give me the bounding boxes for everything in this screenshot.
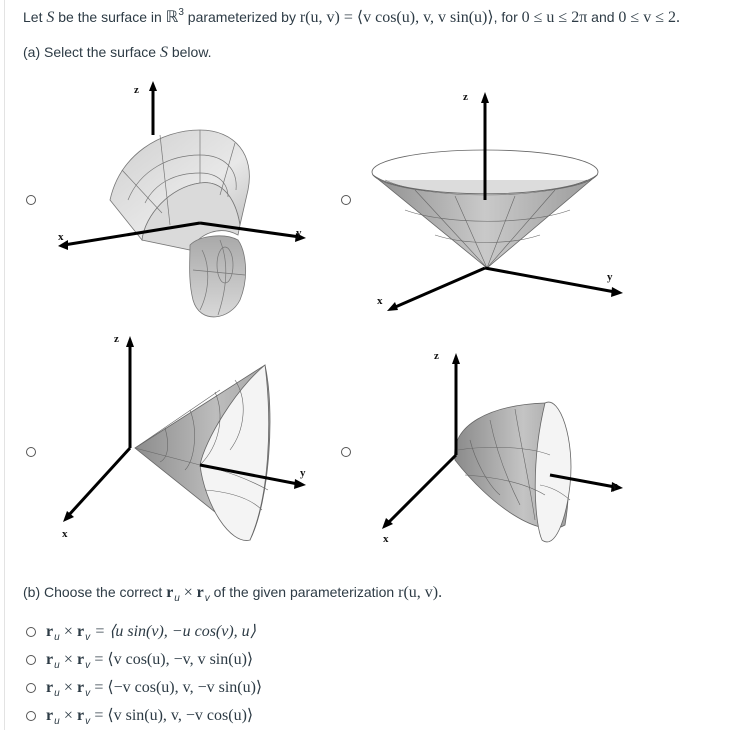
figure-2-y-axis — [485, 268, 615, 292]
figure-4-x-label: x — [383, 533, 389, 545]
range-v: 0 ≤ v ≤ 2. — [618, 9, 680, 26]
cross-option-2-label[interactable] — [46, 649, 253, 669]
cross-option-2-rhs: = ⟨v cos(u), −v, v sin(u)⟩ — [94, 651, 254, 668]
part-b-ru: r — [166, 584, 174, 601]
surface-var: S — [46, 9, 55, 26]
mid-text: be the surface in — [58, 9, 162, 25]
part-a-label — [23, 44, 212, 62]
figure-1-y-label: y — [296, 227, 302, 239]
left-border — [4, 0, 5, 730]
cross-option-2-sub-u: u — [54, 660, 60, 671]
figure-4-surface — [455, 402, 571, 542]
figure-4-y-label: y — [612, 480, 618, 492]
figure-2-z-label: z — [463, 91, 468, 103]
figure-4-x-axis — [388, 455, 456, 523]
cross-option-1-rhs: = ⟨u sin(v), −u cos(v), u⟩ — [94, 623, 256, 640]
cross-option-4-rv: r — [77, 707, 85, 724]
figure-option-1[interactable] — [50, 75, 320, 330]
figure-option-3-radio[interactable] — [26, 447, 36, 457]
figure-option-4[interactable] — [370, 345, 640, 550]
cross-option-3-rv: r — [77, 679, 85, 696]
cross-option-1-rv: r — [77, 623, 85, 640]
figure-3-surface — [135, 365, 270, 540]
cross-option-2-sub-v: v — [85, 660, 91, 671]
cross-option-1-times: × — [63, 623, 73, 640]
figure-3-x-label: x — [62, 528, 68, 540]
part-b-sub-v: v — [204, 593, 210, 604]
param-expression: r(u, v) = ⟨v cos(u), v, v sin(u)⟩ — [299, 9, 494, 26]
cross-option-3-radio[interactable] — [26, 683, 36, 693]
range-for: , for — [493, 9, 518, 25]
cross-option-2-times: × — [63, 651, 73, 668]
figure-option-2-radio[interactable] — [341, 195, 351, 205]
figure-2-x-label: x — [377, 295, 383, 307]
part-a-var: S — [159, 44, 168, 61]
part-b-prefix: (b) Choose the correct — [23, 584, 163, 600]
cross-option-2-rv: r — [77, 651, 85, 668]
cross-option-4-label[interactable] — [46, 705, 253, 725]
cross-option-3-sub-v: v — [85, 688, 91, 699]
space-symbol: ℝ — [165, 9, 179, 26]
cross-option-3-ru: r — [46, 679, 54, 696]
cross-option-1-sub-v: v — [85, 632, 91, 643]
cross-option-3-label[interactable] — [46, 677, 262, 697]
range-and: and — [591, 9, 615, 25]
figure-1-surface — [110, 130, 249, 317]
figure-1-x-label: x — [58, 231, 64, 243]
intro-text: Let — [23, 9, 43, 25]
cross-option-2-ru: r — [46, 651, 54, 668]
cross-option-1-ru: r — [46, 623, 54, 640]
part-b-suffix: of the given parameterization — [213, 584, 395, 600]
figure-option-3[interactable] — [50, 330, 330, 545]
part-b-rv: r — [196, 584, 204, 601]
figure-option-1-radio[interactable] — [26, 195, 36, 205]
cross-option-4-ru: r — [46, 707, 54, 724]
figure-3-y-label: y — [300, 467, 306, 479]
cross-option-1-label[interactable] — [46, 621, 256, 641]
part-b-sub-u: u — [174, 593, 180, 604]
figure-4-z-label: z — [434, 350, 439, 362]
figure-2-x-axis — [393, 268, 485, 308]
cross-option-4-radio[interactable] — [26, 711, 36, 721]
cross-option-4-sub-v: v — [85, 716, 91, 727]
figure-3-x-axis — [68, 448, 130, 516]
cross-option-1-radio[interactable] — [26, 627, 36, 637]
question-text — [23, 7, 680, 27]
figure-3-z-label: z — [114, 333, 119, 345]
cross-option-1-sub-u: u — [54, 632, 60, 643]
param-text: parameterized by — [187, 9, 296, 25]
part-a-prefix: (a) Select the surface — [23, 44, 157, 60]
space-exponent: 3 — [178, 7, 184, 18]
cross-option-3-times: × — [63, 679, 73, 696]
part-b-expr: r(u, v). — [398, 584, 443, 601]
cross-option-3-sub-u: u — [54, 688, 60, 699]
cross-option-4-times: × — [63, 707, 73, 724]
part-b-times: × — [183, 584, 193, 601]
figure-1-z-label: z — [134, 84, 139, 96]
part-b-label — [23, 584, 442, 602]
cross-option-4-rhs: = ⟨v sin(u), v, −v cos(u)⟩ — [94, 707, 254, 724]
figure-option-4-radio[interactable] — [341, 447, 351, 457]
part-a-suffix: below. — [171, 44, 212, 60]
cross-option-4-sub-u: u — [54, 716, 60, 727]
figure-2-y-label: y — [607, 271, 613, 283]
cross-option-3-rhs: = ⟨−v cos(u), v, −v sin(u)⟩ — [94, 679, 263, 696]
cross-option-2-radio[interactable] — [26, 655, 36, 665]
figure-option-2[interactable] — [365, 80, 635, 315]
range-u: 0 ≤ u ≤ 2π — [521, 9, 588, 26]
